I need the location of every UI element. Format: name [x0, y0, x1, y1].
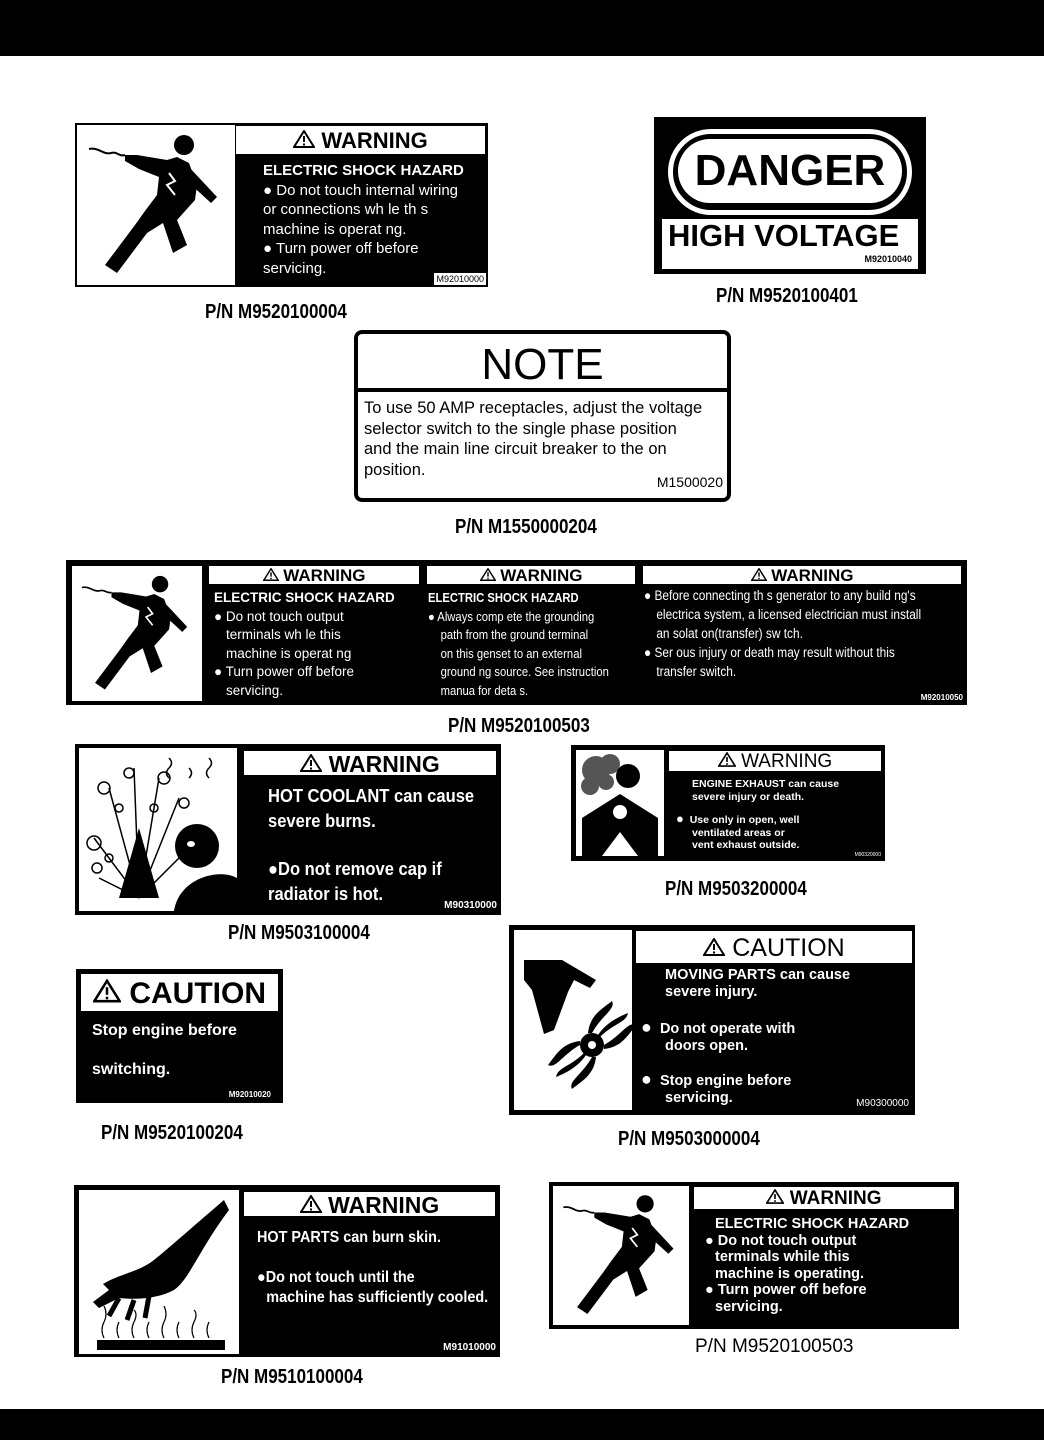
- body-line: position.: [364, 460, 426, 479]
- body-line: radiator is hot.: [268, 883, 384, 904]
- part-number: P/N M9520100503: [695, 1336, 854, 1357]
- body-line: doors open.: [665, 1038, 748, 1054]
- engine-exhaust-icon: [576, 750, 664, 856]
- body-line: ● Do not touch output: [214, 608, 344, 624]
- decal-warning-hot-coolant: [75, 744, 501, 915]
- body-line: transfer switch.: [656, 664, 737, 679]
- body-line: severe injury or death.: [692, 790, 805, 803]
- decal-body: [641, 967, 850, 1107]
- hazard-title: ELECTRIC SHOCK HAZARD: [214, 590, 395, 605]
- spacer: [641, 1055, 850, 1071]
- body-line: manua for deta s.: [440, 683, 529, 698]
- decal-header: WARNING: [243, 750, 497, 776]
- body-line: machine is operat ng: [226, 645, 352, 661]
- high-voltage-label: HIGH VOLTAGE: [662, 219, 918, 269]
- decal-warning-engine-exhaust: [571, 745, 885, 861]
- body-line: electrica system, a licensed electrician must install: [656, 607, 922, 622]
- decal-warning-hot-parts: [74, 1185, 500, 1357]
- body-line: ●Do not touch until the: [257, 1269, 415, 1286]
- note-header: NOTE: [358, 334, 727, 392]
- decal-code: M91010000: [443, 1342, 496, 1353]
- decal-warning-electric-shock-2: [549, 1182, 959, 1329]
- part-number: P/N M9520100204: [101, 1122, 243, 1144]
- decal-caution-moving-parts: [509, 925, 915, 1115]
- body-line: ● Before connecting th s generator to any build ng's: [644, 588, 916, 603]
- body-line: MOVING PARTS can cause: [665, 967, 851, 983]
- part-number: P/N M9520100004: [205, 301, 347, 323]
- panel-1-body: [214, 589, 395, 700]
- decal-header: WARNING: [426, 565, 636, 585]
- decal-code: M92010000: [436, 274, 484, 284]
- body-line: ● Do not touch output: [705, 1232, 857, 1249]
- decal-header: WARNING: [642, 565, 962, 585]
- body-line: severe burns.: [268, 810, 376, 831]
- warning-triangle-icon: [766, 1189, 784, 1204]
- body-line: servicing.: [715, 1298, 783, 1315]
- body-line: terminals wh le this: [226, 627, 341, 642]
- decal-triple-warning: [66, 560, 967, 705]
- decal-code: M92010050: [920, 693, 963, 702]
- decal-code: M92010040: [864, 254, 912, 264]
- body-line: ENGINE EXHAUST can cause: [692, 778, 840, 790]
- part-number: P/N M9503200004: [665, 878, 807, 900]
- body-line: ● Always comp ete the grounding: [428, 609, 595, 624]
- body-line: servicing.: [263, 259, 327, 277]
- spacer: [641, 1001, 850, 1019]
- warning-triangle-icon: [300, 1195, 322, 1213]
- body-line: ● Ser ous injury or death may result without this: [644, 645, 895, 660]
- body-line: ground ng source. See instruction: [440, 665, 609, 679]
- moving-parts-icon: [514, 930, 632, 1110]
- panel-2-body: [428, 589, 609, 700]
- body-line: HOT COOLANT can cause: [268, 786, 475, 806]
- decal-caution-switching: [76, 969, 283, 1103]
- body-line: ● Do not touch internal wiring: [263, 181, 458, 199]
- part-number: P/N M9510100004: [221, 1366, 363, 1388]
- body-line: ● Turn power off before: [263, 240, 419, 257]
- note-body: [364, 398, 702, 480]
- decal-header: WARNING: [235, 125, 486, 155]
- decal-code: M90320000: [854, 852, 881, 858]
- body-line: switching.: [92, 1061, 171, 1078]
- electric-shock-icon: [72, 566, 202, 701]
- body-line: machine is operating.: [715, 1265, 865, 1282]
- hot-coolant-icon: [79, 748, 237, 911]
- warning-triangle-icon: [263, 568, 279, 581]
- body-line: Stop engine before: [92, 1022, 237, 1039]
- spacer: [676, 803, 839, 813]
- body-line: servicing.: [226, 682, 284, 698]
- body-line: ● Do not operate with: [641, 1017, 796, 1037]
- spacer: [257, 1248, 488, 1268]
- decal-code: M90300000: [856, 1098, 909, 1109]
- body-line: machine is operat ng.: [263, 220, 407, 238]
- spacer: [268, 833, 474, 857]
- decal-danger-high-voltage: [654, 117, 926, 274]
- body-line: or connections wh le th s: [263, 201, 429, 218]
- warning-triangle-icon: [751, 568, 767, 581]
- decal-warning-electric-shock: [75, 123, 488, 287]
- body-line: HOT PARTS can burn skin.: [257, 1229, 441, 1246]
- decal-body: [705, 1216, 909, 1315]
- body-line: path from the ground terminal: [440, 628, 589, 642]
- decal-header: CAUTION: [80, 973, 279, 1012]
- decal-header: WARNING: [208, 565, 420, 585]
- panel-3-body: [644, 586, 921, 681]
- decal-body: [263, 161, 464, 278]
- body-line: ● Turn power off before: [214, 664, 354, 679]
- decal-header: WARNING: [243, 1191, 496, 1217]
- decal-body: [268, 784, 474, 906]
- body-line: ventilated areas or: [692, 826, 785, 839]
- decal-body: [257, 1228, 488, 1308]
- electric-shock-icon: [553, 1186, 689, 1325]
- warning-triangle-icon: [480, 568, 496, 581]
- hazard-title: ELECTRIC SHOCK HAZARD: [428, 591, 579, 605]
- warning-triangle-icon: [703, 938, 725, 956]
- decal-body: [676, 778, 839, 852]
- body-line: ●Do not remove cap if: [268, 859, 442, 879]
- top-black-band: [0, 0, 1044, 56]
- decal-code: M92010020: [228, 1090, 271, 1099]
- body-line: servicing.: [665, 1090, 733, 1106]
- decal-header: WARNING: [693, 1186, 955, 1210]
- body-line: machine has sufficiently cooled.: [266, 1289, 489, 1306]
- body-line: an solat on(transfer) sw tch.: [656, 626, 803, 641]
- body-line: vent exhaust outside.: [692, 839, 800, 851]
- decal-header: CAUTION: [635, 930, 913, 964]
- body-line: on this genset to an external: [440, 646, 582, 661]
- body-line: severe injury.: [665, 984, 758, 1000]
- bottom-black-band: [0, 1409, 1044, 1440]
- decal-body: [92, 1021, 237, 1079]
- part-number: P/N M9520100401: [716, 285, 858, 307]
- warning-triangle-icon: [718, 752, 736, 767]
- body-line: terminals while this: [715, 1249, 850, 1265]
- decal-code: M90310000: [444, 900, 497, 911]
- decal-header: WARNING: [668, 750, 882, 772]
- body-line: To use 50 AMP receptacles, adjust the voltage: [364, 399, 703, 417]
- warning-triangle-icon: [300, 754, 322, 772]
- electric-shock-icon: [77, 125, 235, 285]
- part-number: P/N M1550000204: [455, 516, 597, 538]
- danger-header: DANGER: [678, 139, 902, 203]
- part-number: P/N M9503100004: [228, 922, 370, 944]
- warning-triangle-icon: [93, 979, 121, 1003]
- body-line: ● Turn power off before: [705, 1282, 867, 1298]
- spacer: [92, 1040, 237, 1060]
- body-line: and the main line circuit breaker to the on: [364, 440, 667, 458]
- part-number: P/N M9503000004: [618, 1128, 760, 1150]
- hazard-title: ELECTRIC SHOCK HAZARD: [715, 1216, 910, 1232]
- decal-code: M1500020: [656, 474, 723, 490]
- body-line: ● Use only in open, well: [676, 811, 800, 826]
- body-line: ● Stop engine before: [641, 1069, 792, 1089]
- decal-note: [354, 330, 731, 502]
- hazard-title: ELECTRIC SHOCK HAZARD: [263, 162, 464, 179]
- warning-triangle-icon: [293, 130, 315, 148]
- body-line: selector switch to the single phase position: [364, 419, 677, 438]
- hot-parts-icon: [79, 1190, 239, 1354]
- part-number: P/N M9520100503: [448, 715, 590, 737]
